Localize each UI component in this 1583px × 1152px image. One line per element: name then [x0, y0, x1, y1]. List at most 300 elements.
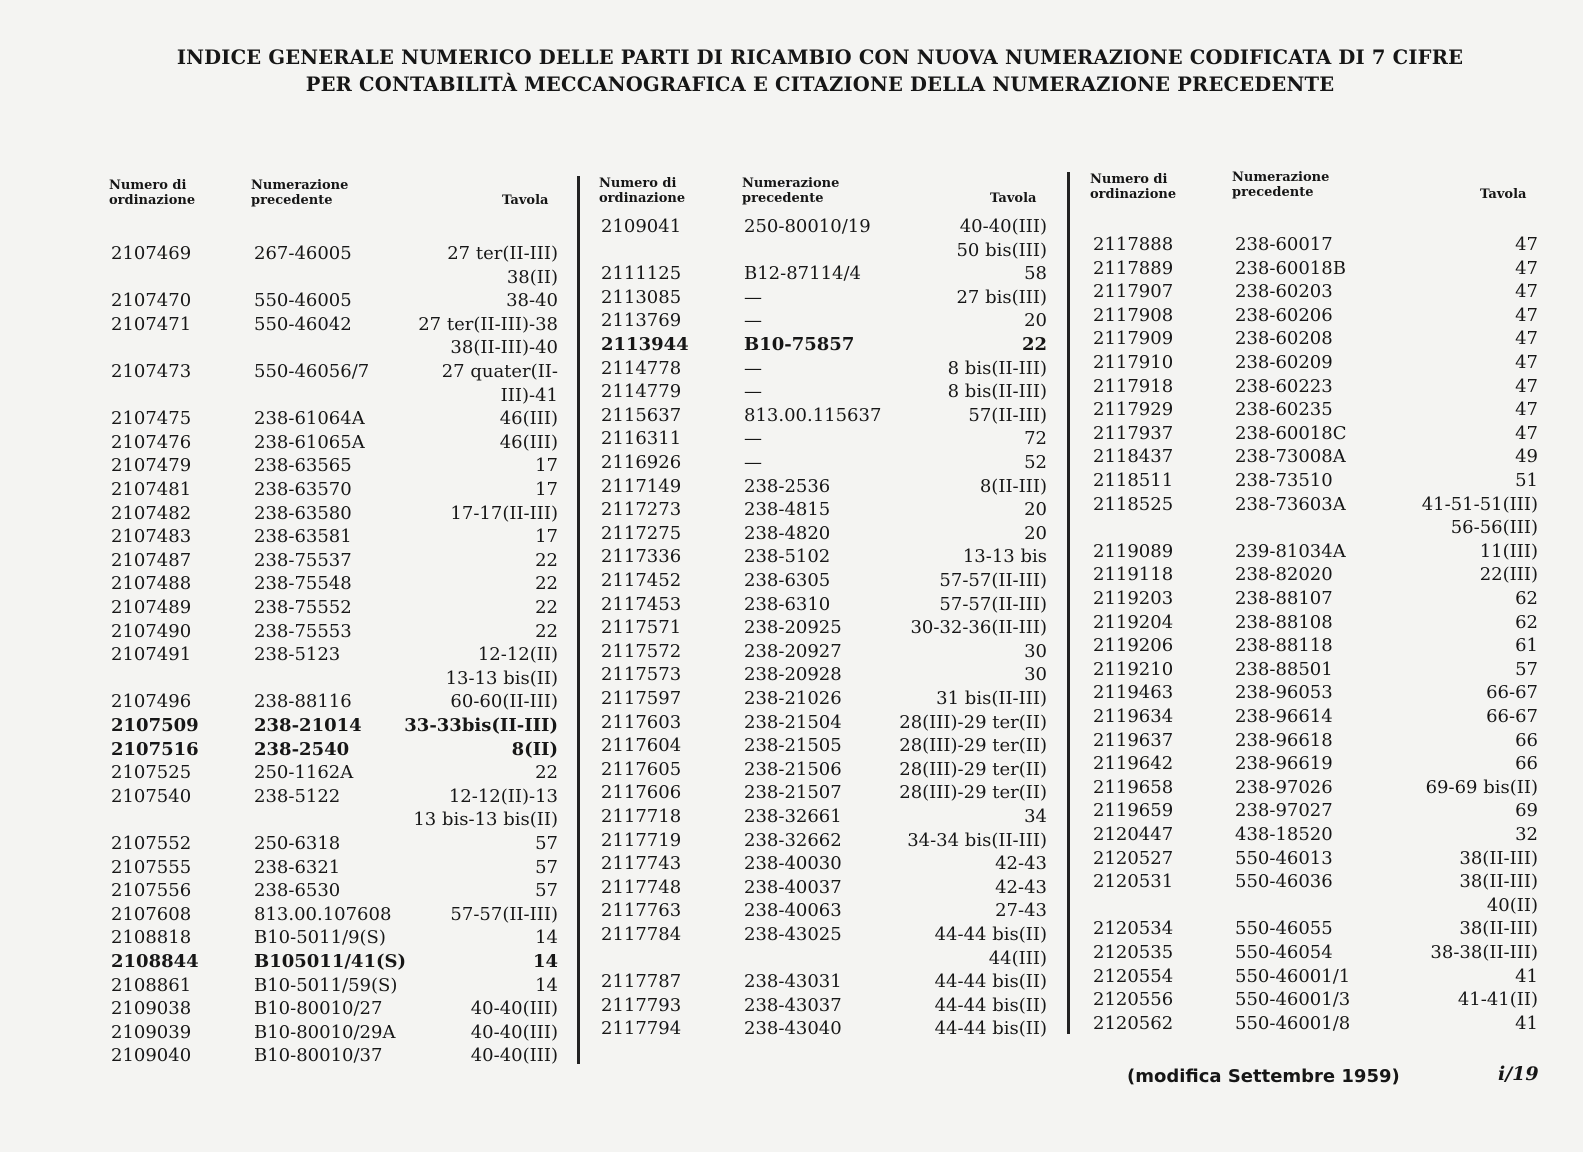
previous-number: 238-21026: [744, 688, 842, 709]
order-number: 2107490: [111, 621, 192, 642]
order-number: 2119634: [1093, 706, 1174, 727]
tavola-ref: 42-43: [995, 877, 1047, 898]
table-row: [111, 1021, 558, 1045]
tavola-ref: 66-67: [1486, 706, 1538, 727]
table-row: [1093, 894, 1538, 918]
table-row: [111, 313, 558, 337]
previous-number: 238-6530: [254, 880, 341, 901]
tavola-ref: 8(II): [511, 739, 558, 760]
previous-number: 813.00.107608: [254, 904, 392, 925]
tavola-ref: 57: [1515, 659, 1538, 680]
order-number: 2117787: [601, 971, 682, 992]
previous-number: 250-6318: [254, 833, 341, 854]
revision-note: (modifica Settembre 1959): [1127, 1066, 1400, 1087]
tavola-ref: 13-13 bis(II): [445, 668, 558, 689]
tavola-ref: 34-34 bis(II-III): [907, 830, 1047, 851]
tavola-ref: 31 bis(II-III): [936, 688, 1047, 709]
previous-number: 238-20927: [744, 641, 842, 662]
tavola-ref: 57(II-III): [968, 405, 1047, 426]
header-tavola-3: Tavola: [1480, 187, 1527, 202]
order-number: 2118511: [1093, 470, 1174, 491]
table-row: [1093, 445, 1538, 469]
order-number: 2111125: [601, 263, 682, 284]
tavola-ref: 30: [1024, 664, 1047, 685]
previous-number: 250-80010/19: [744, 216, 871, 237]
tavola-ref: 14: [535, 927, 558, 948]
header-numero-1: Numero di ordinazione: [109, 178, 196, 208]
previous-number: 238-43031: [744, 971, 842, 992]
tavola-ref: 41: [1515, 1013, 1538, 1034]
page-number: i/19: [1498, 1063, 1539, 1085]
tavola-ref: 66: [1515, 753, 1538, 774]
previous-number: 238-40037: [744, 877, 842, 898]
table-row: [111, 620, 558, 644]
table-row: [111, 879, 558, 903]
order-number: 2117793: [601, 995, 682, 1016]
previous-number: 238-88501: [1235, 659, 1333, 680]
order-number: 2107525: [111, 762, 192, 783]
order-number: 2117908: [1093, 305, 1174, 326]
table-row: [1093, 327, 1538, 351]
tavola-ref: 44-44 bis(II): [934, 1018, 1047, 1039]
tavola-ref: 62: [1515, 612, 1538, 633]
table-row: [1093, 870, 1538, 894]
previous-number: 438-18520: [1235, 824, 1333, 845]
header-numero-3: Numero di ordinazione: [1090, 172, 1177, 202]
previous-number: B10-5011/59(S): [254, 975, 398, 996]
previous-number: 238-60203: [1235, 281, 1333, 302]
table-row: [1093, 917, 1538, 941]
tavola-ref: 27 quater(II-: [441, 361, 558, 382]
previous-number: 238-5122: [254, 786, 341, 807]
tavola-ref: 27 bis(III): [956, 287, 1047, 308]
tavola-ref: 22: [1021, 334, 1047, 355]
previous-number: 238-60206: [1235, 305, 1333, 326]
table-row: [601, 687, 1047, 711]
table-row: [111, 832, 558, 856]
tavola-ref: 22: [535, 550, 558, 571]
tavola-ref: 47: [1515, 423, 1538, 444]
previous-number: 238-63581: [254, 526, 352, 547]
tavola-ref: 27-43: [995, 900, 1047, 921]
table-row: [111, 431, 558, 455]
table-row: [1093, 658, 1538, 682]
tavola-ref: 30-32-36(II-III): [910, 617, 1047, 638]
tavola-ref: 38(II-III): [1459, 848, 1538, 869]
order-number: 2107516: [111, 739, 199, 760]
table-row: [601, 970, 1047, 994]
table-row: [601, 215, 1047, 239]
order-number: 2119659: [1093, 800, 1174, 821]
tavola-ref: 46(III): [499, 432, 558, 453]
order-number: 2117603: [601, 712, 682, 733]
previous-number: 238-60208: [1235, 328, 1333, 349]
previous-number: 238-43025: [744, 924, 842, 945]
previous-number: 238-21504: [744, 712, 842, 733]
order-number: 2117748: [601, 877, 682, 898]
table-row: [111, 785, 558, 809]
tavola-ref: 14: [535, 975, 558, 996]
tavola-ref: 12-12(II)-13: [448, 786, 558, 807]
previous-number: 238-32662: [744, 830, 842, 851]
tavola-ref: 50 bis(III): [956, 240, 1047, 261]
tavola-ref: 44-44 bis(II): [934, 971, 1047, 992]
previous-number: 238-60235: [1235, 399, 1333, 420]
order-number: 2113769: [601, 310, 682, 331]
order-number: 2117572: [601, 641, 682, 662]
table-row: [111, 761, 558, 785]
order-number: 2108844: [111, 951, 199, 972]
order-number: 2117453: [601, 594, 682, 615]
table-row: [111, 667, 558, 691]
tavola-ref: 14: [532, 951, 558, 972]
tavola-ref: 28(III)-29 ter(II): [899, 735, 1047, 756]
tavola-ref: 41-41(II): [1457, 989, 1538, 1010]
previous-number: 238-73008A: [1235, 446, 1346, 467]
previous-number: —: [744, 428, 762, 449]
tavola-ref: 69: [1515, 800, 1538, 821]
order-number: 2120527: [1093, 848, 1174, 869]
tavola-ref: 44(III): [988, 948, 1047, 969]
order-number: 2109040: [111, 1045, 192, 1066]
table-row: [601, 522, 1047, 546]
table-row: [601, 852, 1047, 876]
previous-number: 239-81034A: [1235, 541, 1346, 562]
previous-number: —: [744, 381, 762, 402]
previous-number: 238-88118: [1235, 635, 1333, 656]
order-number: 2117718: [601, 806, 682, 827]
order-number: 2107471: [111, 314, 192, 335]
tavola-ref: 38(II-III): [1459, 918, 1538, 939]
order-number: 2117275: [601, 523, 682, 544]
tavola-ref: 57-57(II-III): [939, 594, 1047, 615]
table-row: [111, 289, 558, 313]
order-number: 2107483: [111, 526, 192, 547]
tavola-ref: 38(II-III): [1459, 871, 1538, 892]
previous-number: 238-75552: [254, 597, 352, 618]
order-number: 2109038: [111, 998, 192, 1019]
previous-number: 238-21507: [744, 782, 842, 803]
tavola-ref: 20: [1024, 310, 1047, 331]
previous-number: 550-46001/3: [1235, 989, 1351, 1010]
tavola-ref: 47: [1515, 258, 1538, 279]
previous-number: 238-40030: [744, 853, 842, 874]
table-row: [111, 856, 558, 880]
table-row: [601, 357, 1047, 381]
table-row: [1093, 398, 1538, 422]
previous-number: 238-61065A: [254, 432, 365, 453]
order-number: 2117452: [601, 570, 682, 591]
tavola-ref: 57-57(II-III): [450, 904, 558, 925]
table-row: [1093, 847, 1538, 871]
previous-number: 238-96053: [1235, 682, 1333, 703]
order-number: 2119118: [1093, 564, 1174, 585]
previous-number: 238-21506: [744, 759, 842, 780]
table-row: [601, 593, 1047, 617]
table-row: [1093, 563, 1538, 587]
tavola-ref: 40-40(III): [470, 1045, 558, 1066]
order-number: 2117573: [601, 664, 682, 685]
order-number: 2117571: [601, 617, 682, 638]
table-row: [1093, 965, 1538, 989]
tavola-ref: 40-40(III): [959, 216, 1047, 237]
order-number: 2119210: [1093, 659, 1174, 680]
order-number: 2120556: [1093, 989, 1174, 1010]
previous-number: B10-80010/37: [254, 1045, 383, 1066]
tavola-ref: 38(II): [506, 267, 558, 288]
tavola-ref: 40-40(III): [470, 998, 558, 1019]
tavola-ref: 62: [1515, 588, 1538, 609]
table-row: [1093, 1012, 1538, 1036]
table-row: [111, 502, 558, 526]
order-number: 2109041: [601, 216, 682, 237]
previous-number: 550-46036: [1235, 871, 1333, 892]
previous-number: 267-46005: [254, 243, 352, 264]
previous-number: —: [744, 358, 762, 379]
previous-number: 238-63580: [254, 503, 352, 524]
order-number: 2119204: [1093, 612, 1174, 633]
previous-number: 238-88108: [1235, 612, 1333, 633]
previous-number: 238-2536: [744, 476, 831, 497]
tavola-ref: 22(III): [1479, 564, 1538, 585]
table-row: [1093, 634, 1538, 658]
table-row: [111, 974, 558, 998]
order-number: 2117907: [1093, 281, 1174, 302]
order-number: 2117597: [601, 688, 682, 709]
tavola-ref: 46(III): [499, 408, 558, 429]
tavola-ref: 72: [1024, 428, 1047, 449]
tavola-ref: 49: [1515, 446, 1538, 467]
order-number: 2116926: [601, 452, 682, 473]
table-row: [1093, 469, 1538, 493]
previous-number: 238-75553: [254, 621, 352, 642]
previous-number: 238-96619: [1235, 753, 1333, 774]
order-number: 2107509: [111, 715, 199, 736]
table-row: [1093, 233, 1538, 257]
header-precedente-1: Numerazione precedente: [251, 178, 349, 208]
table-row: [111, 903, 558, 927]
previous-number: 550-46001/8: [1235, 1013, 1351, 1034]
table-row: [601, 1017, 1047, 1041]
table-row: [601, 758, 1047, 782]
order-number: 2120447: [1093, 824, 1174, 845]
tavola-ref: 47: [1515, 281, 1538, 302]
previous-number: 550-46055: [1235, 918, 1333, 939]
table-row: [601, 805, 1047, 829]
order-number: 2117929: [1093, 399, 1174, 420]
order-number: 2116311: [601, 428, 682, 449]
order-number: 2119206: [1093, 635, 1174, 656]
order-number: 2113944: [601, 334, 689, 355]
previous-number: 238-63570: [254, 479, 352, 500]
table-row: [601, 451, 1047, 475]
order-number: 2107488: [111, 573, 192, 594]
page-title: [0, 44, 1583, 98]
order-number: 2117719: [601, 830, 682, 851]
tavola-ref: 17-17(II-III): [450, 503, 558, 524]
tavola-ref: 34: [1024, 806, 1047, 827]
tavola-ref: 33-33bis(II-III): [404, 715, 558, 736]
table-row: [1093, 516, 1538, 540]
order-number: 2117606: [601, 782, 682, 803]
tavola-ref: 57: [535, 880, 558, 901]
table-row: [111, 1044, 558, 1068]
table-row: [111, 454, 558, 478]
previous-number: 238-63565: [254, 455, 352, 476]
previous-number: 550-46001/1: [1235, 966, 1351, 987]
tavola-ref: 8 bis(II-III): [947, 358, 1047, 379]
order-number: 2117763: [601, 900, 682, 921]
tavola-ref: 30: [1024, 641, 1047, 662]
previous-number: 238-2540: [254, 739, 350, 760]
previous-number: 238-88107: [1235, 588, 1333, 609]
tavola-ref: 57: [535, 857, 558, 878]
table-row: [601, 829, 1047, 853]
table-row: [1093, 776, 1538, 800]
tavola-ref: 47: [1515, 376, 1538, 397]
tavola-ref: 22: [535, 573, 558, 594]
order-number: 2107476: [111, 432, 192, 453]
order-number: 2120531: [1093, 871, 1174, 892]
table-row: [601, 380, 1047, 404]
order-number: 2117909: [1093, 328, 1174, 349]
previous-number: 250-1162A: [254, 762, 354, 783]
table-row: [601, 734, 1047, 758]
order-number: 2117784: [601, 924, 682, 945]
table-row: [1093, 493, 1538, 517]
previous-number: 238-60018B: [1235, 258, 1346, 279]
previous-number: 238-5123: [254, 644, 341, 665]
previous-number: 238-96618: [1235, 730, 1333, 751]
order-number: 2107475: [111, 408, 192, 429]
order-number: 2117937: [1093, 423, 1174, 444]
order-number: 2108861: [111, 975, 192, 996]
previous-number: 238-4820: [744, 523, 831, 544]
previous-number: 238-6321: [254, 857, 341, 878]
tavola-ref: 17: [535, 526, 558, 547]
tavola-ref: 17: [535, 479, 558, 500]
previous-number: 238-4815: [744, 499, 831, 520]
tavola-ref: 28(III)-29 ter(II): [899, 782, 1047, 803]
tavola-ref: 38-38(II-III): [1430, 942, 1538, 963]
table-row: [601, 781, 1047, 805]
header-numero-2: Numero di ordinazione: [599, 176, 686, 206]
header-tavola-1: Tavola: [502, 193, 549, 208]
table-row: [111, 926, 558, 950]
table-row: [111, 690, 558, 714]
table-row: [1093, 752, 1538, 776]
table-row: [111, 572, 558, 596]
table-row: [601, 498, 1047, 522]
order-number: 2119658: [1093, 777, 1174, 798]
order-number: 2119463: [1093, 682, 1174, 703]
tavola-ref: 38(II-III)-40: [450, 337, 558, 358]
tavola-ref: 47: [1515, 234, 1538, 255]
order-number: 2107487: [111, 550, 192, 571]
previous-number: —: [744, 310, 762, 331]
previous-number: B10-80010/27: [254, 998, 383, 1019]
previous-number: 238-32661: [744, 806, 842, 827]
tavola-ref: 57: [535, 833, 558, 854]
order-number: 2119642: [1093, 753, 1174, 774]
table-row: [111, 360, 558, 384]
order-number: 2114779: [601, 381, 682, 402]
table-row: [601, 309, 1047, 333]
table-row: [111, 808, 558, 832]
column-divider: [577, 176, 580, 1064]
tavola-ref: 66-67: [1486, 682, 1538, 703]
table-row: [111, 549, 558, 573]
previous-number: 238-6305: [744, 570, 831, 591]
order-number: 2107482: [111, 503, 192, 524]
table-row: [111, 950, 558, 974]
order-number: 2118525: [1093, 494, 1174, 515]
previous-number: 238-60223: [1235, 376, 1333, 397]
previous-number: 550-46054: [1235, 942, 1333, 963]
order-number: 2117918: [1093, 376, 1174, 397]
tavola-ref: 22: [535, 621, 558, 642]
table-row: [601, 947, 1047, 971]
table-row: [111, 714, 558, 738]
table-row: [111, 266, 558, 290]
previous-number: 238-43040: [744, 1018, 842, 1039]
tavola-ref: 51: [1515, 470, 1538, 491]
tavola-ref: 38-40: [506, 290, 558, 311]
previous-number: 238-73510: [1235, 470, 1333, 491]
tavola-ref: 8(II-III): [979, 476, 1047, 497]
previous-number: 238-20925: [744, 617, 842, 638]
table-row: [601, 475, 1047, 499]
order-number: 2109039: [111, 1022, 192, 1043]
order-number: 2118437: [1093, 446, 1174, 467]
order-number: 2113085: [601, 287, 682, 308]
order-number: 2107555: [111, 857, 192, 878]
tavola-ref: 28(III)-29 ter(II): [899, 712, 1047, 733]
order-number: 2107556: [111, 880, 192, 901]
table-row: [601, 286, 1047, 310]
table-row: [1093, 988, 1538, 1012]
table-row: [601, 569, 1047, 593]
previous-number: B10-75857: [744, 334, 855, 355]
header-tavola-2: Tavola: [990, 191, 1037, 206]
tavola-ref: 32: [1515, 824, 1538, 845]
order-number: 2120535: [1093, 942, 1174, 963]
tavola-ref: III)-41: [500, 385, 558, 406]
table-row: [601, 404, 1047, 428]
previous-number: 238-97027: [1235, 800, 1333, 821]
order-number: 2107469: [111, 243, 192, 264]
tavola-ref: 69-69 bis(II): [1425, 777, 1538, 798]
tavola-ref: 17: [535, 455, 558, 476]
table-row: [601, 616, 1047, 640]
table-row: [111, 596, 558, 620]
table-row: [601, 711, 1047, 735]
table-row: [1093, 375, 1538, 399]
order-number: 2117604: [601, 735, 682, 756]
tavola-ref: 27 ter(II-III): [447, 243, 558, 264]
table-row: [111, 384, 558, 408]
tavola-ref: 47: [1515, 399, 1538, 420]
order-number: 2117794: [601, 1018, 682, 1039]
order-number: 2117149: [601, 476, 682, 497]
order-number: 2117743: [601, 853, 682, 874]
tavola-ref: 44-44 bis(II): [934, 995, 1047, 1016]
table-row: [601, 923, 1047, 947]
order-number: 2107608: [111, 904, 192, 925]
table-row: [601, 262, 1047, 286]
previous-number: 238-60018C: [1235, 423, 1347, 444]
table-row: [1093, 422, 1538, 446]
